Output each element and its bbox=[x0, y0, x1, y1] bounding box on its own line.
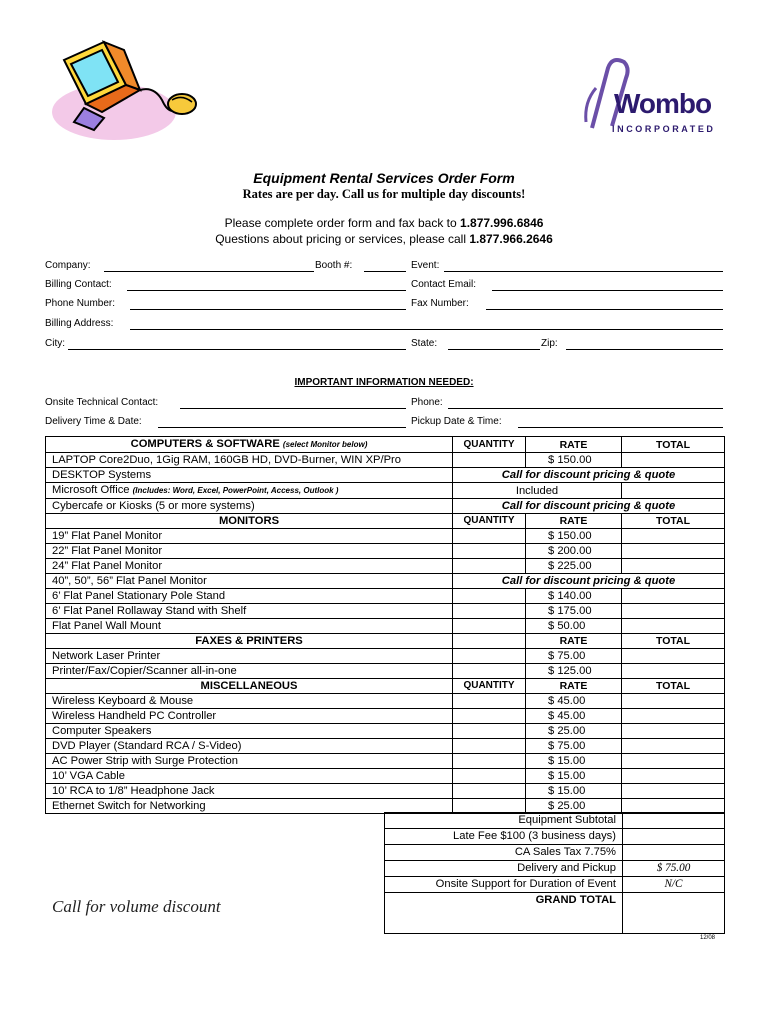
quantity-cell[interactable] bbox=[453, 619, 526, 634]
equipment-table bbox=[45, 436, 725, 814]
item-name: 6’ Flat Panel Stationary Pole Stand bbox=[46, 589, 453, 604]
section-note: (select Monitor below) bbox=[282, 440, 368, 449]
delivery-label: Delivery and Pickup bbox=[385, 861, 623, 877]
rate-cell: $ 225.00 bbox=[526, 559, 622, 574]
quantity-cell[interactable] bbox=[453, 709, 526, 724]
total-cell[interactable] bbox=[622, 709, 725, 724]
col-total: TOTAL bbox=[622, 634, 725, 649]
billing-contact-label: Billing Contact: bbox=[45, 279, 112, 290]
sales-tax-value[interactable] bbox=[623, 845, 725, 861]
contact-email-field[interactable] bbox=[492, 290, 723, 291]
table-row bbox=[46, 709, 725, 724]
rate-cell: $ 150.00 bbox=[526, 529, 622, 544]
table-row bbox=[46, 529, 725, 544]
logo-name: Wombo bbox=[614, 88, 712, 119]
onsite-phone-field[interactable] bbox=[448, 408, 723, 409]
delivery-value: $ 75.00 bbox=[623, 861, 725, 877]
section-header-monitors bbox=[46, 514, 725, 529]
onsite-contact-field[interactable] bbox=[180, 408, 406, 409]
item-name: Ethernet Switch for Networking bbox=[46, 799, 453, 814]
grand-total-row bbox=[385, 893, 725, 934]
phone-number-field[interactable] bbox=[130, 309, 406, 310]
fax-instructions bbox=[0, 216, 768, 230]
item-name: LAPTOP Core2Duo, 1Gig RAM, 160GB HD, DVD-Burner, WIN XP/Pro bbox=[46, 453, 453, 468]
city-label: City: bbox=[45, 338, 65, 349]
total-cell[interactable] bbox=[622, 589, 725, 604]
total-cell[interactable] bbox=[622, 619, 725, 634]
rate-cell: $ 75.00 bbox=[526, 649, 622, 664]
table-row bbox=[46, 724, 725, 739]
state-label: State: bbox=[411, 338, 438, 349]
item-name: 6’ Flat Panel Rollaway Stand with Shelf bbox=[46, 604, 453, 619]
section-title bbox=[46, 437, 453, 453]
table-row bbox=[46, 589, 725, 604]
summary-row bbox=[385, 845, 725, 861]
call-number: 1.877.966.2646 bbox=[469, 232, 553, 246]
rate-cell: $ 50.00 bbox=[526, 619, 622, 634]
quantity-cell[interactable] bbox=[453, 529, 526, 544]
quantity-cell[interactable] bbox=[453, 544, 526, 559]
rate-cell: $ 45.00 bbox=[526, 709, 622, 724]
item-name: Computer Speakers bbox=[46, 724, 453, 739]
total-cell[interactable] bbox=[622, 453, 725, 468]
fax-number: 1.877.996.6846 bbox=[460, 216, 544, 230]
summary-table bbox=[384, 812, 725, 934]
summary-row bbox=[385, 829, 725, 845]
table-row bbox=[46, 694, 725, 709]
sales-tax-label: CA Sales Tax 7.75% bbox=[385, 845, 623, 861]
item-name: 19” Flat Panel Monitor bbox=[46, 529, 453, 544]
total-cell[interactable] bbox=[622, 649, 725, 664]
call-for-quote: Call for discount pricing & quote bbox=[453, 499, 725, 514]
item-name: Wireless Handheld PC Controller bbox=[46, 709, 453, 724]
total-cell[interactable] bbox=[622, 483, 725, 499]
table-row bbox=[46, 453, 725, 468]
table-row bbox=[46, 559, 725, 574]
form-version: 12/08 bbox=[700, 935, 716, 941]
quantity-cell[interactable] bbox=[453, 694, 526, 709]
item-name: DVD Player (Standard RCA / S-Video) bbox=[46, 739, 453, 754]
rate-cell: $ 25.00 bbox=[526, 799, 622, 814]
col-rate: RATE bbox=[526, 634, 622, 649]
total-cell[interactable] bbox=[622, 694, 725, 709]
item-name-text: Microsoft Office bbox=[52, 484, 133, 496]
item-name: 40”, 50”, 56” Flat Panel Monitor bbox=[46, 574, 453, 589]
total-cell[interactable] bbox=[622, 769, 725, 784]
total-cell[interactable] bbox=[622, 604, 725, 619]
rate-cell: $ 15.00 bbox=[526, 754, 622, 769]
table-row bbox=[46, 664, 725, 679]
table-row bbox=[46, 483, 725, 499]
col-rate: RATE bbox=[526, 437, 622, 453]
table-row bbox=[46, 499, 725, 514]
rate-cell: $ 45.00 bbox=[526, 694, 622, 709]
total-cell[interactable] bbox=[622, 529, 725, 544]
section-title: MONITORS bbox=[46, 514, 453, 529]
wombo-logo bbox=[578, 52, 728, 136]
fax-number-label: Fax Number: bbox=[411, 298, 469, 309]
item-name: Network Laser Printer bbox=[46, 649, 453, 664]
company-label: Company: bbox=[45, 260, 91, 271]
call-instructions bbox=[0, 232, 768, 246]
page-subtitle: Rates are per day. Call us for multiple day discounts! bbox=[242, 187, 526, 201]
table-row bbox=[46, 784, 725, 799]
important-heading: IMPORTANT INFORMATION NEEDED: bbox=[294, 377, 474, 388]
quantity-cell[interactable] bbox=[453, 769, 526, 784]
quantity-cell[interactable] bbox=[453, 739, 526, 754]
item-name: 22” Flat Panel Monitor bbox=[46, 544, 453, 559]
table-row bbox=[46, 604, 725, 619]
item-name: Wireless Keyboard & Mouse bbox=[46, 694, 453, 709]
late-fee-value[interactable] bbox=[623, 829, 725, 845]
item-name: 10’ RCA to 1/8” Headphone Jack bbox=[46, 784, 453, 799]
delivery-label: Delivery Time & Date: bbox=[45, 416, 142, 427]
quantity-cell[interactable] bbox=[453, 754, 526, 769]
onsite-phone-label: Phone: bbox=[411, 397, 443, 408]
item-name: DESKTOP Systems bbox=[46, 468, 453, 483]
table-row bbox=[46, 468, 725, 483]
item-name bbox=[46, 483, 453, 499]
table-row bbox=[46, 574, 725, 589]
event-field[interactable] bbox=[444, 271, 723, 272]
quantity-cell[interactable] bbox=[453, 784, 526, 799]
item-name: Flat Panel Wall Mount bbox=[46, 619, 453, 634]
rate-cell: $ 150.00 bbox=[526, 453, 622, 468]
section-header-misc bbox=[46, 679, 725, 694]
section-title-text: COMPUTERS & SOFTWARE bbox=[130, 438, 280, 450]
summary-row bbox=[385, 877, 725, 893]
call-for-quote: Call for discount pricing & quote bbox=[453, 574, 725, 589]
company-field[interactable] bbox=[104, 271, 314, 272]
onsite-support-value: N/C bbox=[623, 877, 725, 893]
quantity-cell[interactable] bbox=[453, 589, 526, 604]
rate-cell: $ 200.00 bbox=[526, 544, 622, 559]
table-row bbox=[46, 544, 725, 559]
section-header-computers bbox=[46, 437, 725, 453]
quantity-cell[interactable] bbox=[453, 724, 526, 739]
total-cell[interactable] bbox=[622, 739, 725, 754]
item-name: 10’ VGA Cable bbox=[46, 769, 453, 784]
total-cell[interactable] bbox=[622, 664, 725, 679]
subtotal-value[interactable] bbox=[623, 813, 725, 829]
section-title: FAXES & PRINTERS bbox=[46, 634, 453, 649]
item-name: AC Power Strip with Surge Protection bbox=[46, 754, 453, 769]
call-text: Questions about pricing or services, please call bbox=[215, 232, 470, 246]
section-title: MISCELLANEOUS bbox=[46, 679, 453, 694]
item-name: 24” Flat Panel Monitor bbox=[46, 559, 453, 574]
billing-contact-field[interactable] bbox=[127, 290, 406, 291]
pickup-field[interactable] bbox=[518, 427, 723, 428]
col-total: TOTAL bbox=[622, 679, 725, 694]
summary-row bbox=[385, 813, 725, 829]
subtotal-label: Equipment Subtotal bbox=[385, 813, 623, 829]
rate-cell: $ 75.00 bbox=[526, 739, 622, 754]
rate-cell: $ 15.00 bbox=[526, 784, 622, 799]
col-total: TOTAL bbox=[622, 514, 725, 529]
total-cell[interactable] bbox=[622, 559, 725, 574]
booth-field[interactable] bbox=[364, 271, 406, 272]
rate-cell: $ 15.00 bbox=[526, 769, 622, 784]
volume-discount-note: Call for volume discount bbox=[52, 897, 221, 916]
zip-field[interactable] bbox=[566, 349, 723, 350]
col-quantity-empty bbox=[453, 634, 526, 649]
rate-cell: $ 25.00 bbox=[526, 724, 622, 739]
city-field[interactable] bbox=[68, 349, 406, 350]
summary-row bbox=[385, 861, 725, 877]
table-row bbox=[46, 619, 725, 634]
col-quantity: QUANTITY bbox=[453, 679, 526, 694]
item-name: Printer/Fax/Copier/Scanner all-in-one bbox=[46, 664, 453, 679]
quantity-cell[interactable] bbox=[453, 649, 526, 664]
pickup-label: Pickup Date & Time: bbox=[411, 416, 502, 427]
rate-cell: $ 140.00 bbox=[526, 589, 622, 604]
item-note: (Includes: Word, Excel, PowerPoint, Access, Outlook ) bbox=[132, 486, 339, 495]
section-header-faxes bbox=[46, 634, 725, 649]
logo-subtitle: INCORPORATED bbox=[612, 124, 716, 134]
billing-address-label: Billing Address: bbox=[45, 318, 114, 329]
fax-text: Please complete order form and fax back to bbox=[224, 216, 461, 230]
quantity-cell[interactable] bbox=[453, 604, 526, 619]
billing-address-field[interactable] bbox=[130, 329, 723, 330]
state-field[interactable] bbox=[448, 349, 540, 350]
quantity-cell[interactable] bbox=[453, 453, 526, 468]
delivery-field[interactable] bbox=[158, 427, 406, 428]
onsite-support-label: Onsite Support for Duration of Event bbox=[385, 877, 623, 893]
computer-clipart-icon bbox=[44, 30, 204, 148]
rate-cell: $ 175.00 bbox=[526, 604, 622, 619]
col-rate: RATE bbox=[526, 514, 622, 529]
event-label: Event: bbox=[411, 260, 440, 271]
item-name: Cybercafe or Kiosks (5 or more systems) bbox=[46, 499, 453, 514]
total-cell[interactable] bbox=[622, 784, 725, 799]
phone-number-label: Phone Number: bbox=[45, 298, 116, 309]
total-cell[interactable] bbox=[622, 544, 725, 559]
total-cell[interactable] bbox=[622, 724, 725, 739]
late-fee-label: Late Fee $100 (3 business days) bbox=[385, 829, 623, 845]
col-total: TOTAL bbox=[622, 437, 725, 453]
quantity-cell[interactable] bbox=[453, 664, 526, 679]
total-cell[interactable] bbox=[622, 754, 725, 769]
zip-label: Zip: bbox=[541, 338, 558, 349]
onsite-contact-label: Onsite Technical Contact: bbox=[45, 397, 159, 408]
quantity-cell[interactable] bbox=[453, 559, 526, 574]
call-for-quote: Call for discount pricing & quote bbox=[453, 468, 725, 483]
table-row bbox=[46, 649, 725, 664]
booth-label: Booth #: bbox=[315, 260, 353, 271]
table-row bbox=[46, 754, 725, 769]
grand-total-value[interactable] bbox=[623, 893, 725, 934]
rate-cell: Included bbox=[453, 483, 622, 499]
fax-number-field[interactable] bbox=[486, 309, 723, 310]
table-row bbox=[46, 769, 725, 784]
col-rate: RATE bbox=[526, 679, 622, 694]
col-quantity: QUANTITY bbox=[453, 514, 526, 529]
rate-cell: $ 125.00 bbox=[526, 664, 622, 679]
col-quantity: QUANTITY bbox=[453, 437, 526, 453]
table-row bbox=[46, 739, 725, 754]
contact-email-label: Contact Email: bbox=[411, 279, 477, 290]
grand-total-label: GRAND TOTAL bbox=[385, 893, 623, 934]
page-title: Equipment Rental Services Order Form bbox=[253, 170, 515, 186]
